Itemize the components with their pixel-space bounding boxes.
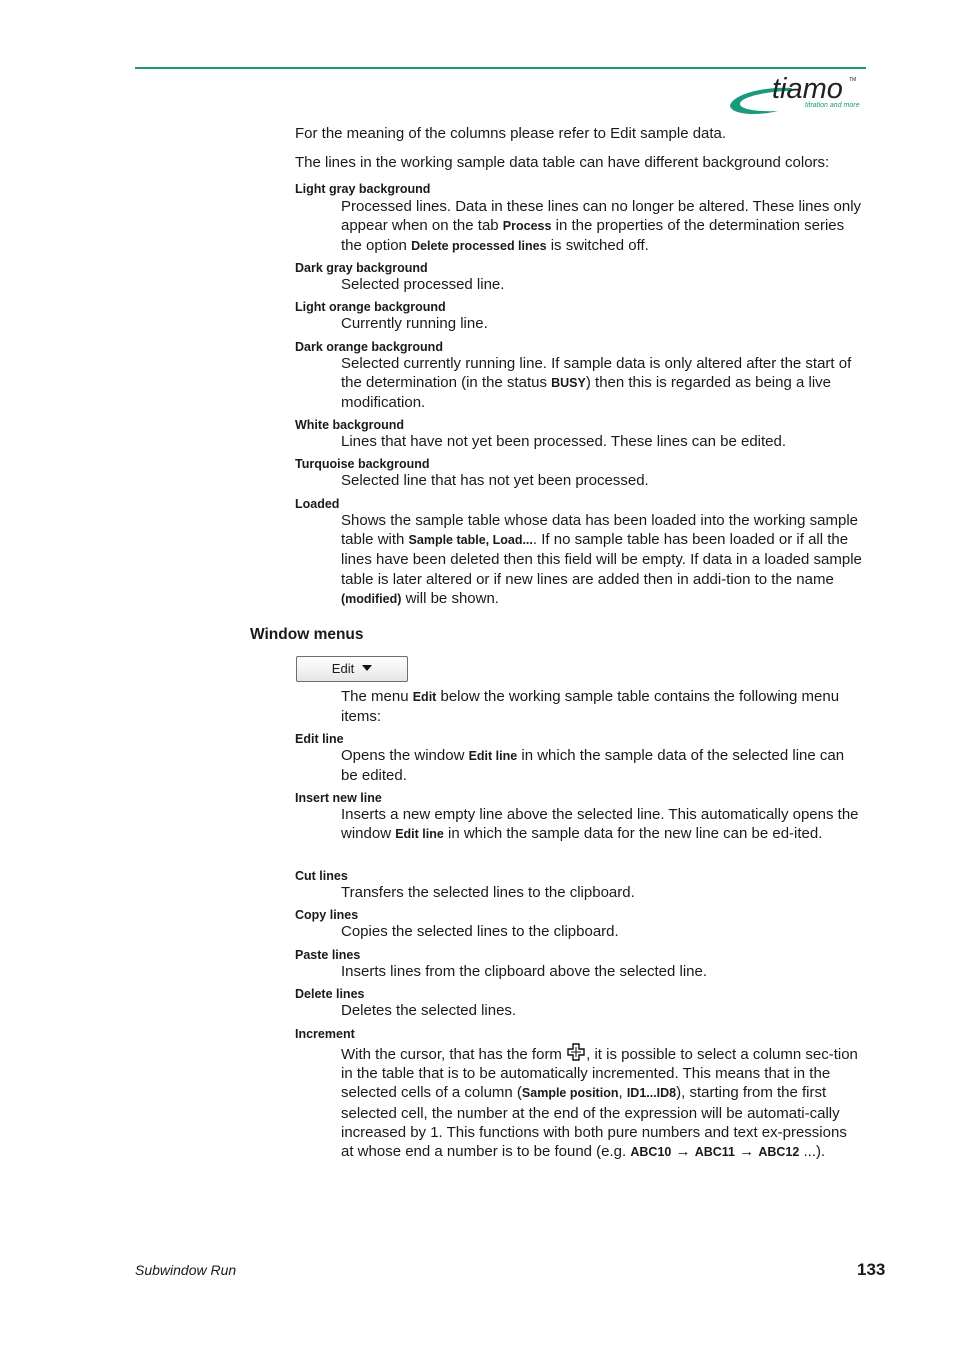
tiamo-logo [726, 72, 868, 118]
logo-trademark: TM [849, 77, 857, 83]
term-dark-gray: Dark gray background [295, 261, 428, 275]
term-light-gray: Light gray background [295, 182, 431, 196]
edit-menu-button[interactable] [296, 656, 408, 682]
term-loaded: Loaded [295, 497, 340, 511]
logo-tagline: titration and more [805, 102, 860, 109]
plus-cursor-icon [566, 1043, 586, 1061]
intro-paragraph-1: For the meaning of the columns please refer to Edit sample data. [295, 125, 727, 142]
desc-edit-menu: The menu Edit below the working sample table contains the following menu items: [341, 688, 840, 726]
desc-edit-line: Opens the window Edit line in which the sample data of the selected line can be edited. [341, 747, 845, 785]
term-turquoise: Turquoise background [295, 457, 430, 471]
intro-paragraph-2: The lines in the working sample data table can have different background colors: [295, 154, 830, 171]
desc-light-orange: Currently running line. [341, 315, 488, 332]
desc-insert-new-line: Inserts a new empty line above the selected line. This automatically opens the window Edit line in which the sample data for the new line can be ed-ited. [341, 806, 859, 843]
desc-turquoise: Selected line that has not yet been processed. [341, 472, 649, 489]
header-rule [135, 67, 866, 69]
footer-section-title: Subwindow Run [135, 1262, 237, 1278]
term-copy-lines: Copy lines [295, 908, 359, 922]
caret-down-icon [362, 665, 372, 671]
term-light-orange: Light orange background [295, 300, 446, 314]
term-paste-lines: Paste lines [295, 948, 361, 962]
desc-increment: With the cursor, that has the form , it is possible to select a column sec-tion in the table that is to be automatically incremented. This means that in the selected cells of a column (Sample position, ID1...ID8), starting from the first selected cell, the number at the end of the expression will be automati-cally increased by 1. This functions with both pure numbers and text ex-pressions at whose end a number is to be found (e.g. ABC10 → ABC11 → ABC12 ...). [341, 1043, 863, 1162]
desc-cut-lines: Transfers the selected lines to the clipboard. [341, 884, 635, 901]
desc-copy-lines: Copies the selected lines to the clipboard. [341, 923, 619, 940]
term-white: White background [295, 418, 405, 432]
desc-paste-lines: Inserts lines from the clipboard above the selected line. [341, 963, 708, 980]
term-increment: Increment [295, 1027, 355, 1041]
term-dark-orange: Dark orange background [295, 340, 443, 354]
desc-white: Lines that have not yet been processed. These lines can be edited. [341, 433, 787, 450]
term-cut-lines: Cut lines [295, 869, 348, 883]
desc-light-gray: Processed lines. Data in these lines can no longer be altered. These lines only appear when on the tab Process in the properties of the determination series the option Delete processed lines is switched off. [341, 198, 862, 255]
edit-menu-label: Edit [331, 661, 355, 676]
logo-wordmark: tiamo [772, 73, 843, 105]
term-delete-lines: Delete lines [295, 987, 365, 1001]
desc-delete-lines: Deletes the selected lines. [341, 1002, 517, 1019]
term-insert-new-line: Insert new line [295, 791, 382, 805]
desc-dark-orange: Selected currently running line. If sample data is only altered after the start of the determination (in the status BUSY) then this is regarded as being a live modification. [341, 355, 852, 412]
desc-loaded: Shows the sample table whose data has been loaded into the working sample table with Sample table, Load.... If no sample table has been loaded or if all the lines have been deleted then this field will be empty. If data in a loaded sample table is later altered or if new lines are added then in addi-tion to the name (modified) will be shown. [341, 512, 862, 607]
tiamo-logo-graphic [726, 72, 868, 118]
term-edit-line: Edit line [295, 732, 344, 746]
page-number: 133 [857, 1260, 886, 1279]
section-heading-window-menus: Window menus [250, 626, 364, 643]
desc-dark-gray: Selected processed line. [341, 276, 505, 293]
